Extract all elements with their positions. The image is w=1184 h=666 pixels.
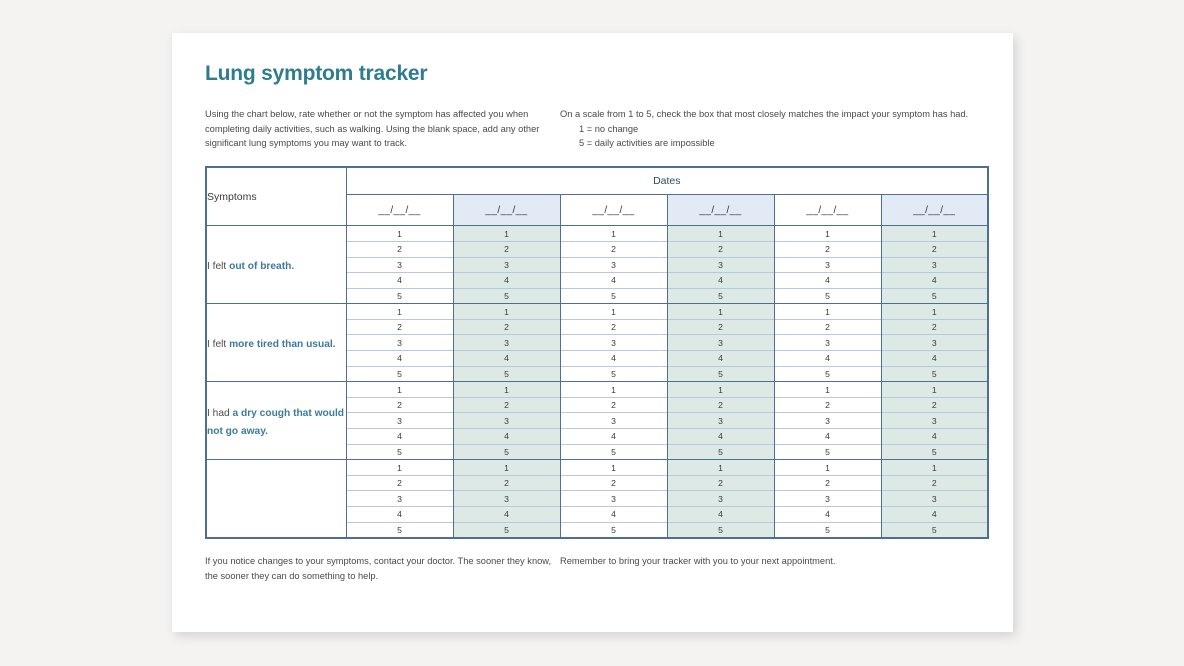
rating-option-5[interactable]: 5 [561, 288, 667, 303]
rating-scale [561, 226, 667, 303]
rating-option-4[interactable]: 4 [775, 273, 881, 289]
rating-option-4[interactable]: 4 [882, 351, 988, 367]
rating-scale [882, 304, 988, 381]
page-title: Lung symptom tracker [205, 62, 428, 85]
rating-option-4[interactable]: 4 [561, 351, 667, 367]
rating-option-4[interactable]: 4 [668, 429, 774, 445]
intro-section [205, 107, 986, 150]
scale-legend-5: 5 = daily activities are impossible [579, 137, 715, 148]
rating-option-3[interactable]: 3 [882, 413, 988, 429]
table-body [206, 226, 988, 538]
rating-option-3[interactable]: 3 [775, 335, 881, 351]
rating-option-1[interactable]: 1 [775, 226, 881, 241]
date-input-column-5[interactable]: __/__/__ [774, 195, 881, 226]
rating-option-4[interactable]: 4 [775, 351, 881, 367]
rating-cell-group [774, 382, 881, 460]
symptom-label-4[interactable] [206, 460, 346, 538]
rating-option-4[interactable]: 4 [347, 507, 453, 523]
rating-option-4[interactable]: 4 [668, 273, 774, 289]
rating-option-4[interactable]: 4 [347, 351, 453, 367]
rating-scale [454, 382, 560, 459]
rating-option-1[interactable]: 1 [347, 460, 453, 475]
rating-scale [775, 304, 881, 381]
rating-cell-group [881, 382, 988, 460]
rating-option-1[interactable]: 1 [454, 304, 560, 319]
rating-option-4[interactable]: 4 [775, 429, 881, 445]
rating-scale [882, 382, 988, 459]
rating-option-1[interactable]: 1 [454, 460, 560, 475]
date-input-column-2[interactable]: __/__/__ [453, 195, 560, 226]
rating-option-3[interactable]: 3 [454, 257, 560, 273]
rating-cell-group [667, 304, 774, 382]
rating-option-5[interactable]: 5 [454, 522, 560, 537]
rating-cell-group [453, 226, 560, 304]
rating-option-2[interactable]: 2 [454, 475, 560, 491]
rating-option-4[interactable]: 4 [775, 507, 881, 523]
rating-option-5[interactable]: 5 [347, 288, 453, 303]
date-input-column-3[interactable]: __/__/__ [560, 195, 667, 226]
rating-option-1[interactable]: 1 [561, 226, 667, 241]
rating-option-3[interactable]: 3 [347, 491, 453, 507]
rating-option-2[interactable]: 2 [347, 397, 453, 413]
rating-option-2[interactable]: 2 [668, 397, 774, 413]
rating-cell-group [774, 304, 881, 382]
rating-option-3[interactable]: 3 [882, 257, 988, 273]
rating-option-4[interactable]: 4 [668, 507, 774, 523]
rating-scale [347, 382, 453, 459]
table-head [206, 167, 988, 226]
rating-scale [668, 304, 774, 381]
rating-option-1[interactable]: 1 [561, 304, 667, 319]
rating-option-4[interactable]: 4 [882, 429, 988, 445]
date-input-column-4[interactable]: __/__/__ [667, 195, 774, 226]
intro-right-text: On a scale from 1 to 5, check the box that most closely matches the impact your symptom has had. [560, 109, 969, 120]
rating-scale [775, 226, 881, 303]
rating-option-1[interactable]: 1 [561, 382, 667, 397]
rating-option-1[interactable]: 1 [347, 304, 453, 319]
worksheet-content [205, 62, 986, 583]
rating-cell-group [453, 382, 560, 460]
rating-option-3[interactable]: 3 [561, 257, 667, 273]
rating-option-1[interactable]: 1 [454, 226, 560, 241]
intro-left-column [205, 107, 560, 150]
symptoms-header: Symptoms [206, 167, 346, 226]
rating-option-1[interactable]: 1 [454, 382, 560, 397]
date-input-column-6[interactable]: __/__/__ [881, 195, 988, 226]
symptom-row [206, 382, 988, 460]
rating-cell-group [453, 304, 560, 382]
rating-option-5[interactable]: 5 [882, 366, 988, 381]
rating-cell-group [560, 226, 667, 304]
dates-header: Dates [346, 167, 988, 195]
rating-cell-group [881, 460, 988, 538]
rating-option-5[interactable]: 5 [882, 288, 988, 303]
rating-option-2[interactable]: 2 [561, 241, 667, 257]
symptom-label-3[interactable] [206, 382, 346, 460]
rating-scale [882, 226, 988, 303]
rating-scale [561, 382, 667, 459]
rating-cell-group [346, 460, 453, 538]
rating-option-3[interactable]: 3 [347, 335, 453, 351]
rating-option-2[interactable]: 2 [775, 319, 881, 335]
footer-left-text: If you notice changes to your symptoms, contact your doctor. The sooner they know, the sooner they can do something to help. [205, 556, 552, 581]
rating-cell-group [346, 382, 453, 460]
rating-option-5[interactable]: 5 [347, 522, 453, 537]
rating-option-5[interactable]: 5 [668, 366, 774, 381]
rating-option-4[interactable]: 4 [454, 507, 560, 523]
rating-cell-group [346, 226, 453, 304]
rating-option-4[interactable]: 4 [454, 273, 560, 289]
rating-scale [454, 226, 560, 303]
rating-option-5[interactable]: 5 [668, 288, 774, 303]
footer-section [205, 554, 986, 583]
rating-option-1[interactable]: 1 [882, 226, 988, 241]
rating-option-1[interactable]: 1 [347, 226, 453, 241]
rating-option-3[interactable]: 3 [668, 491, 774, 507]
rating-option-5[interactable]: 5 [561, 522, 667, 537]
rating-option-2[interactable]: 2 [775, 397, 881, 413]
rating-cell-group [667, 460, 774, 538]
rating-option-3[interactable]: 3 [347, 257, 453, 273]
symptom-label-lead: I felt [207, 260, 230, 272]
footer-left-column [205, 554, 560, 583]
rating-option-2[interactable]: 2 [561, 475, 667, 491]
date-input-column-1[interactable]: __/__/__ [346, 195, 453, 226]
symptom-label-accent: out of breath. [229, 260, 295, 272]
rating-option-2[interactable]: 2 [347, 475, 453, 491]
rating-option-3[interactable]: 3 [668, 335, 774, 351]
rating-option-4[interactable]: 4 [347, 429, 453, 445]
footer-right-text: Remember to bring your tracker with you to your next appointment. [560, 556, 836, 567]
rating-option-3[interactable]: 3 [561, 413, 667, 429]
rating-option-1[interactable]: 1 [668, 382, 774, 397]
symptom-label-lead: I had [207, 407, 233, 419]
rating-option-3[interactable]: 3 [454, 413, 560, 429]
rating-scale [347, 460, 453, 537]
rating-option-3[interactable]: 3 [775, 257, 881, 273]
rating-option-1[interactable]: 1 [668, 226, 774, 241]
rating-scale [882, 460, 988, 537]
rating-option-2[interactable]: 2 [668, 241, 774, 257]
rating-scale [561, 460, 667, 537]
rating-option-2[interactable]: 2 [882, 475, 988, 491]
rating-option-5[interactable]: 5 [775, 444, 881, 459]
rating-option-4[interactable]: 4 [561, 507, 667, 523]
symptom-row [206, 304, 988, 382]
rating-option-3[interactable]: 3 [775, 413, 881, 429]
rating-option-4[interactable]: 4 [668, 351, 774, 367]
rating-option-3[interactable]: 3 [454, 335, 560, 351]
rating-option-2[interactable]: 2 [668, 475, 774, 491]
rating-option-5[interactable]: 5 [454, 444, 560, 459]
rating-option-5[interactable]: 5 [882, 522, 988, 537]
rating-option-1[interactable]: 1 [882, 460, 988, 475]
scale-legend-1: 1 = no change [579, 123, 639, 134]
rating-option-4[interactable]: 4 [561, 273, 667, 289]
rating-option-3[interactable]: 3 [561, 335, 667, 351]
rating-scale [668, 460, 774, 537]
rating-option-1[interactable]: 1 [347, 382, 453, 397]
rating-option-5[interactable]: 5 [775, 288, 881, 303]
rating-option-5[interactable]: 5 [775, 366, 881, 381]
rating-option-2[interactable]: 2 [775, 475, 881, 491]
header-row-dates [206, 167, 988, 195]
rating-option-2[interactable]: 2 [454, 241, 560, 257]
rating-scale [668, 382, 774, 459]
rating-option-5[interactable]: 5 [454, 288, 560, 303]
symptom-label-accent: a dry cough that would not go away. [207, 407, 344, 437]
rating-option-5[interactable]: 5 [561, 444, 667, 459]
rating-option-5[interactable]: 5 [347, 444, 453, 459]
rating-cell-group [667, 382, 774, 460]
rating-scale [668, 226, 774, 303]
rating-option-1[interactable]: 1 [668, 460, 774, 475]
rating-scale [454, 304, 560, 381]
rating-option-5[interactable]: 5 [347, 366, 453, 381]
rating-option-2[interactable]: 2 [882, 241, 988, 257]
rating-option-4[interactable]: 4 [882, 507, 988, 523]
rating-scale [561, 304, 667, 381]
intro-right-column [560, 107, 980, 150]
rating-option-5[interactable]: 5 [454, 366, 560, 381]
rating-option-2[interactable]: 2 [775, 241, 881, 257]
symptom-label-1[interactable] [206, 226, 346, 304]
rating-option-3[interactable]: 3 [561, 491, 667, 507]
rating-option-5[interactable]: 5 [668, 444, 774, 459]
rating-option-2[interactable]: 2 [882, 319, 988, 335]
rating-cell-group [560, 304, 667, 382]
rating-option-1[interactable]: 1 [775, 304, 881, 319]
rating-option-3[interactable]: 3 [668, 257, 774, 273]
rating-scale [454, 460, 560, 537]
rating-option-1[interactable]: 1 [561, 460, 667, 475]
rating-cell-group [774, 226, 881, 304]
symptom-row [206, 460, 988, 538]
rating-option-1[interactable]: 1 [668, 304, 774, 319]
symptom-tracker-table [205, 166, 989, 539]
rating-option-2[interactable]: 2 [882, 397, 988, 413]
rating-option-5[interactable]: 5 [668, 522, 774, 537]
worksheet-card [172, 33, 1013, 632]
symptom-label-lead: I felt [207, 338, 230, 350]
rating-option-2[interactable]: 2 [668, 319, 774, 335]
symptom-label-2[interactable] [206, 304, 346, 382]
rating-option-2[interactable]: 2 [347, 241, 453, 257]
rating-option-2[interactable]: 2 [347, 319, 453, 335]
rating-option-4[interactable]: 4 [454, 351, 560, 367]
rating-option-3[interactable]: 3 [347, 413, 453, 429]
rating-option-2[interactable]: 2 [454, 397, 560, 413]
rating-option-3[interactable]: 3 [454, 491, 560, 507]
rating-option-3[interactable]: 3 [775, 491, 881, 507]
rating-cell-group [346, 304, 453, 382]
rating-cell-group [881, 304, 988, 382]
rating-option-2[interactable]: 2 [561, 397, 667, 413]
intro-left-text: Using the chart below, rate whether or not the symptom has affected you when completing daily activities, such as walking. Using the blank space, add any other significant lung symptoms you may want to track. [205, 109, 540, 148]
rating-cell-group [667, 226, 774, 304]
rating-option-2[interactable]: 2 [454, 319, 560, 335]
rating-option-4[interactable]: 4 [882, 273, 988, 289]
rating-option-4[interactable]: 4 [347, 273, 453, 289]
rating-option-5[interactable]: 5 [561, 366, 667, 381]
rating-option-1[interactable]: 1 [882, 382, 988, 397]
rating-option-3[interactable]: 3 [882, 335, 988, 351]
rating-cell-group [560, 460, 667, 538]
rating-option-4[interactable]: 4 [454, 429, 560, 445]
rating-option-1[interactable]: 1 [775, 382, 881, 397]
rating-cell-group [774, 460, 881, 538]
rating-cell-group [560, 382, 667, 460]
footer-right-column [560, 554, 980, 583]
rating-scale [347, 226, 453, 303]
rating-cell-group [881, 226, 988, 304]
rating-option-5[interactable]: 5 [882, 444, 988, 459]
rating-option-3[interactable]: 3 [668, 413, 774, 429]
rating-option-2[interactable]: 2 [561, 319, 667, 335]
rating-scale [347, 304, 453, 381]
rating-cell-group [453, 460, 560, 538]
rating-scale [775, 460, 881, 537]
rating-option-1[interactable]: 1 [882, 304, 988, 319]
symptom-row [206, 226, 988, 304]
rating-option-3[interactable]: 3 [882, 491, 988, 507]
rating-scale [775, 382, 881, 459]
rating-option-1[interactable]: 1 [775, 460, 881, 475]
rating-option-4[interactable]: 4 [561, 429, 667, 445]
rating-option-5[interactable]: 5 [775, 522, 881, 537]
symptom-label-accent: more tired than usual. [229, 338, 336, 350]
